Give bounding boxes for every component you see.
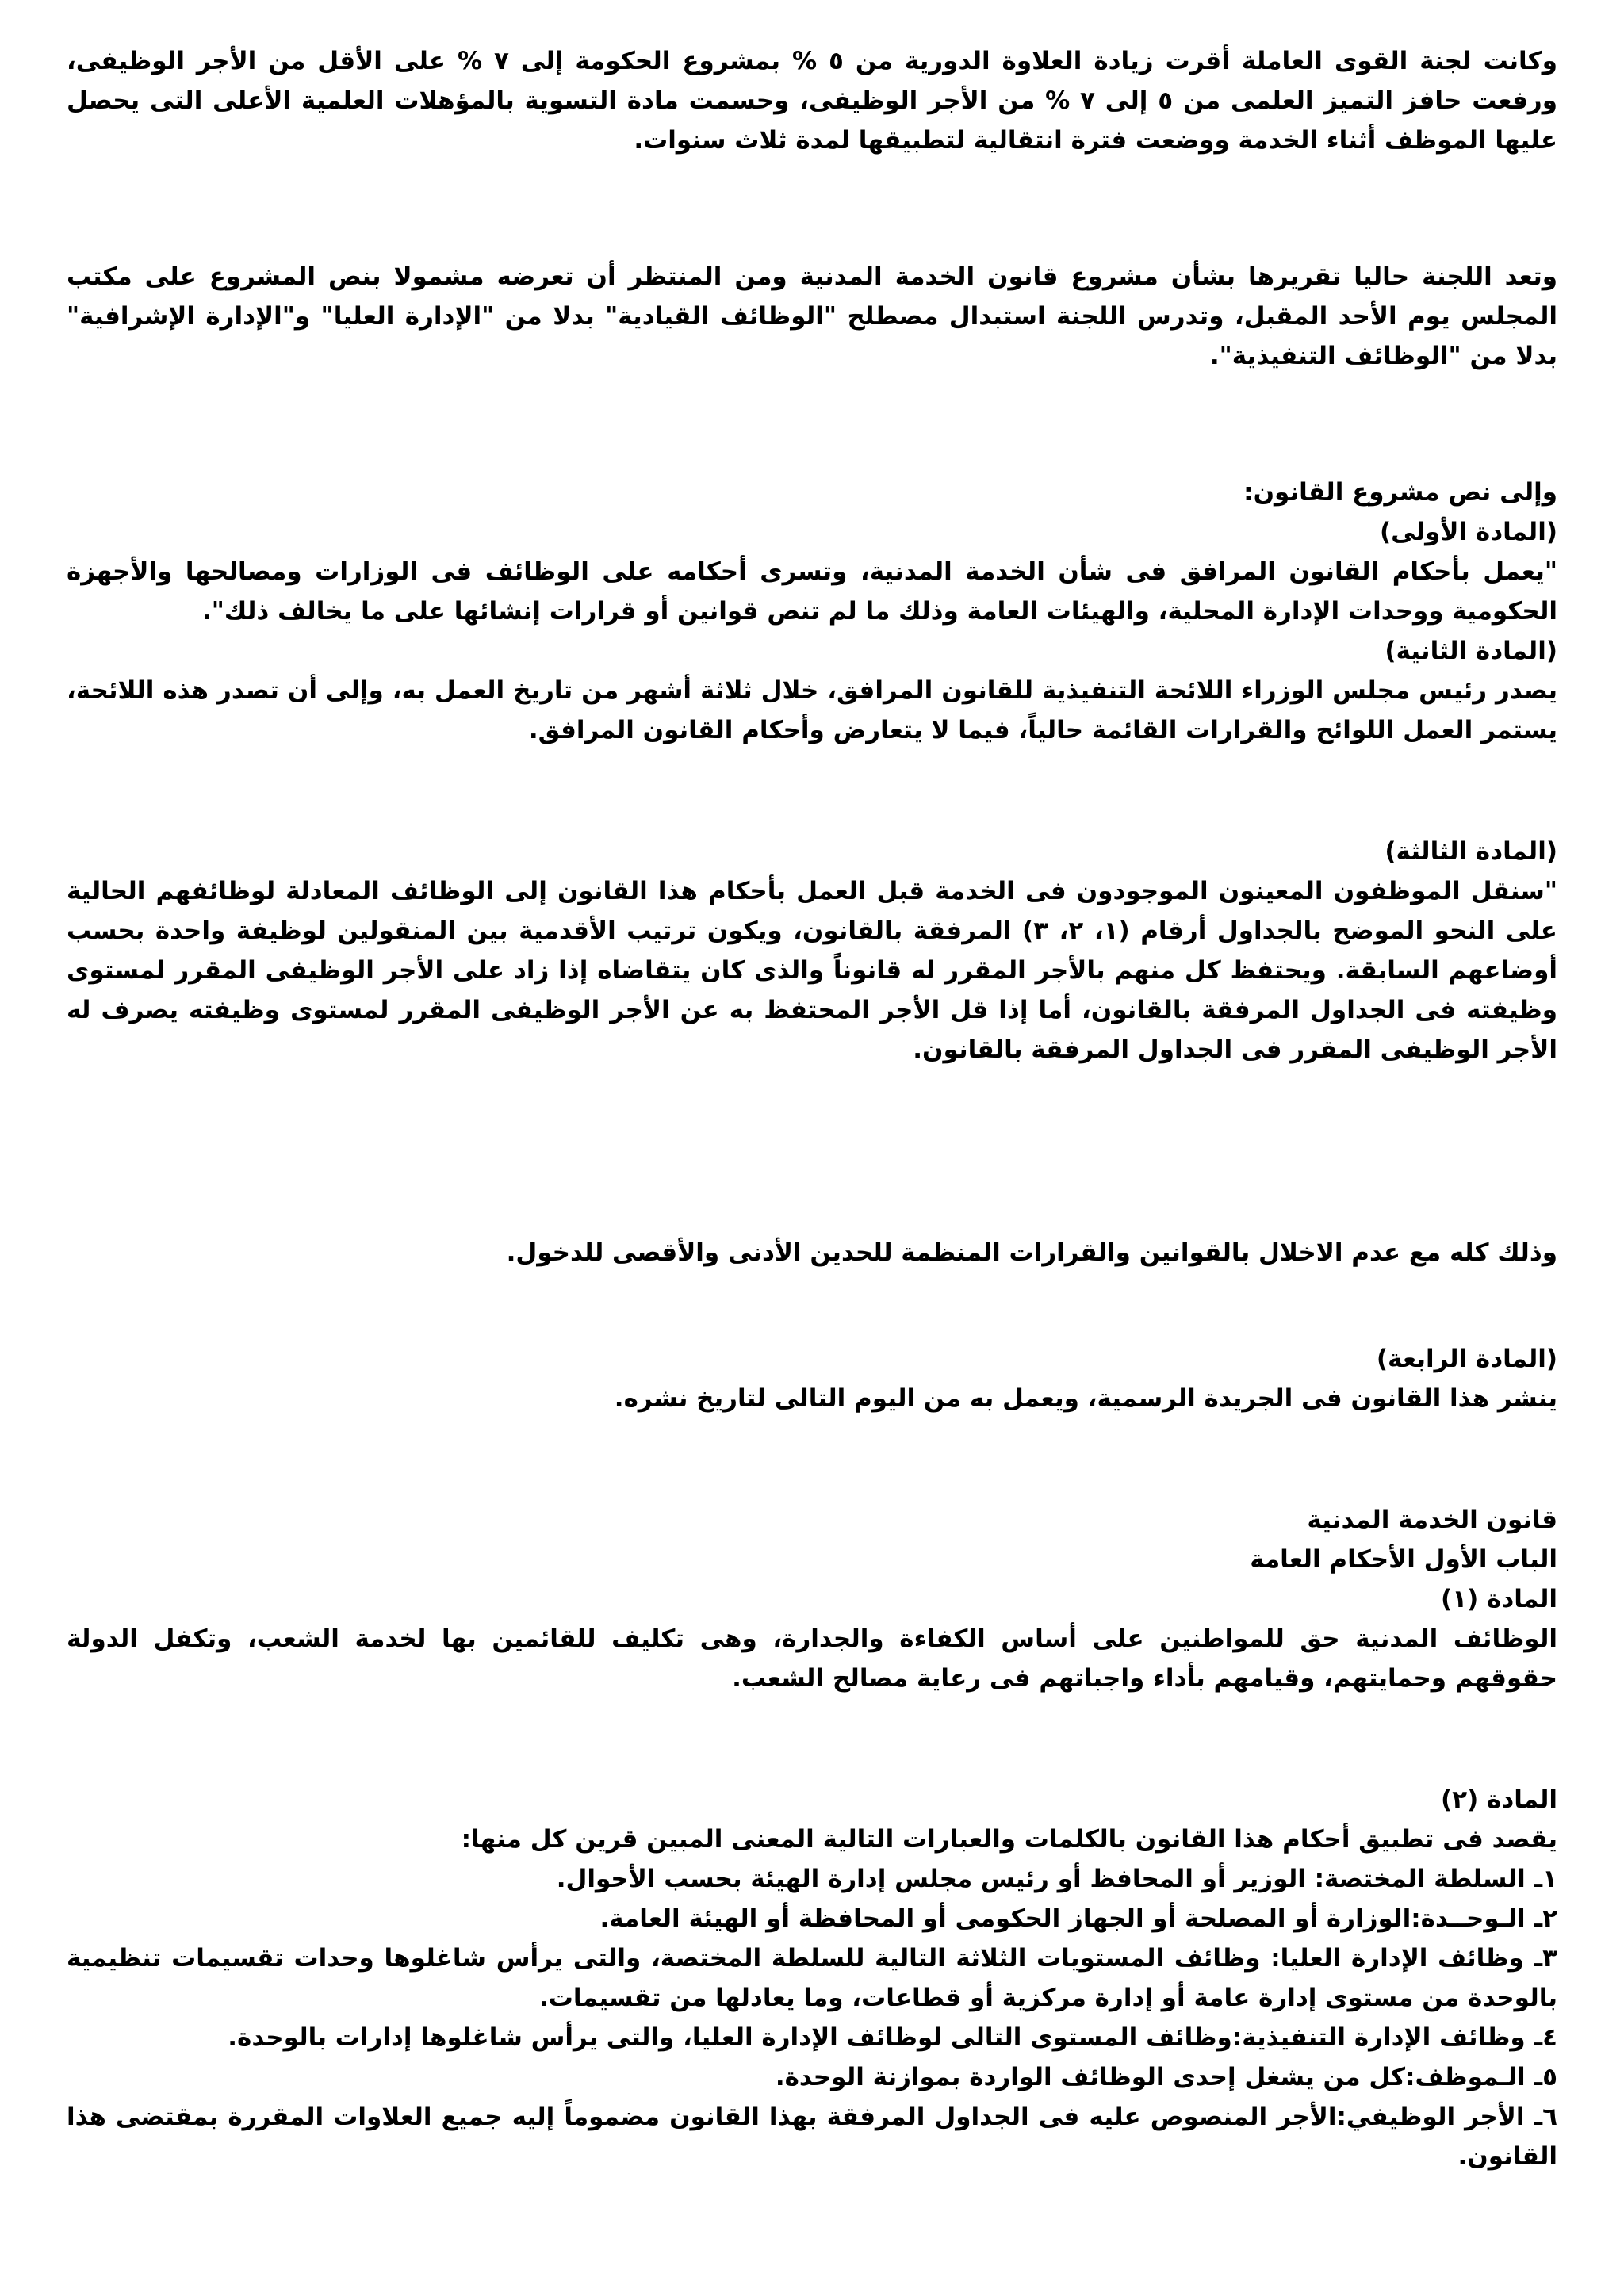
article-title: (المادة الثالثة) <box>1385 837 1557 866</box>
definition-item: ٤ـ وظائف الإدارة التنفيذية:وظائف المستوى التالى لوظائف الإدارة العليا، والتى يرأس شاغلوها إدارات بالوحدة. <box>228 2023 1557 2052</box>
article-two-definitions <box>67 1780 1557 2176</box>
article-four <box>67 1339 1557 1418</box>
article-title: المادة (١) <box>1441 1585 1557 1613</box>
definition-item: ٦ـ الأجر الوظيفي:الأجر المنصوص عليه فى الجداول المرفقة بهذا القانون مضموماً إليه جميع العلاوات المقررة بمقتضى هذا القانون. <box>67 2103 1557 2171</box>
paragraph-committee-report <box>67 257 1557 376</box>
article-three <box>67 832 1557 1070</box>
definition-item: ٥ـ الـموظف:كل من يشغل إحدى الوظائف الواردة بموازنة الوحدة. <box>775 2063 1557 2091</box>
article-text: "سنقل الموظفون المعينون الموجودون فى الخدمة قبل العمل بأحكام هذا القانون إلى الوظائف المعادلة لوظائفهم الحالية على النحو الموضح بالجداول أرقام (١، ٢، ٣) المرفقة بالقانون، ويكون ترتيب الأقدمية بين المنقولين لوظيفة واحدة بحسب أوضاعهم السابقة. ويحتفظ كل منهم بالأجر المقرر له قانوناً والذى كان يتقاضاه إذا زاد على الأجر الوظيفى المقرر لمستوى وظيفته فى الجداول المرفقة بالقانون، أما إذا قل الأجر المحتفظ به عن الأجر الوظيفى المقرر لمستوى وظيفته يصرف له الأجر الوظيفى المقرر فى الجداول المرفقة بالقانون. <box>67 877 1557 1064</box>
article-text: الوظائف المدنية حق للمواطنين على أساس الكفاءة والجدارة، وهى تكليف للقائمين بها لخدمة الشعب، وتكفل الدولة حقوقهم وحمايتهم، وقيامهم بأداء واجباتهم فى رعاية مصالح الشعب. <box>67 1624 1557 1693</box>
definition-item: ٣ـ وظائف الإدارة العليا: وظائف المستويات الثلاثة التالية للسلطة المختصة، والتى يرأس شاغلوها وحدات تقسيمات تنظيمية بالوحدة من مستوى إدارة عامة أو إدارة مركزية أو قطاعات، وما يعادلها من تقسيمات. <box>67 1944 1557 2012</box>
article-title: (المادة الرابعة) <box>1376 1345 1557 1373</box>
article-text: ينشر هذا القانون فى الجريدة الرسمية، ويعمل به من اليوم التالى لتاريخ نشره. <box>614 1384 1557 1413</box>
definition-item: ٢ـ الـوحــدة:الوزارة أو المصلحة أو الجهاز الحكومى أو المحافظة أو الهيئة العامة. <box>599 1904 1557 1933</box>
paragraph-text: وكانت لجنة القوى العاملة أقرت زيادة العلاوة الدورية من ٥ % بمشروع الحكومة إلى ٧ % على الأقل من الأجر الوظيفى، ورفعت حافز التميز العلمى من ٥ إلى ٧ % من الأجر الوظيفى، وحسمت مادة التسوية بالمؤهلات العلمية الأعلى التى يحصل عليها الموظف أثناء الخدمة ووضعت فترة انتقالية لتطبيقها لمدة ثلاث سنوات. <box>67 47 1557 155</box>
paragraph-committee-raises <box>67 41 1557 160</box>
article-title: (المادة الأولى) <box>1379 518 1557 546</box>
paragraph-text: وتعد اللجنة حاليا تقريرها بشأن مشروع قانون الخدمة المدنية ومن المنتظر أن تعرضه مشمولا بنص المشروع على مكتب المجلس يوم الأحد المقبل، وتدرس اللجنة استبدال مصطلح "الوظائف القيادية" بدلا من "الإدارة العليا" و"الإدارة الإشرافية" بدلا من "الوظائف التنفيذية". <box>67 262 1557 370</box>
article-intro: يقصد فى تطبيق أحكام هذا القانون بالكلمات والعبارات التالية المعنى المبين قرين كل منها: <box>461 1825 1557 1854</box>
law-draft-intro <box>67 473 1557 750</box>
article-text: "يعمل بأحكام القانون المرافق فى شأن الخدمة المدنية، وتسرى أحكامه على الوظائف فى الوزارات ومصالحها والأجهزة الحكومية ووحدات الإدارة المحلية، والهيئات العامة وذلك ما لم تنص قوانين أو قرارات إنشائها على ما يخالف ذلك". <box>67 557 1557 626</box>
section-heading: وإلى نص مشروع القانون: <box>1243 478 1557 507</box>
document-page <box>67 41 1557 2176</box>
article-three-note <box>67 1233 1557 1272</box>
chapter-title: الباب الأول الأحكام العامة <box>1250 1545 1557 1574</box>
article-title: (المادة الثانية) <box>1385 637 1557 665</box>
definition-item: ١ـ السلطة المختصة: الوزير أو المحافظ أو رئيس مجلس إدارة الهيئة بحسب الأحوال. <box>556 1865 1557 1893</box>
law-title: قانون الخدمة المدنية <box>1307 1506 1557 1534</box>
civil-service-law <box>67 1500 1557 1698</box>
article-note: وذلك كله مع عدم الاخلال بالقوانين والقرارات المنظمة للحدين الأدنى والأقصى للدخول. <box>506 1238 1557 1267</box>
article-text: يصدر رئيس مجلس الوزراء اللائحة التنفيذية للقانون المرافق، خلال ثلاثة أشهر من تاريخ العمل به، وإلى أن تصدر هذه اللائحة، يستمر العمل اللوائح والقرارات القائمة حالياً، فيما لا يتعارض وأحكام القانون المرافق. <box>67 676 1557 744</box>
article-title: المادة (٢) <box>1441 1785 1557 1814</box>
